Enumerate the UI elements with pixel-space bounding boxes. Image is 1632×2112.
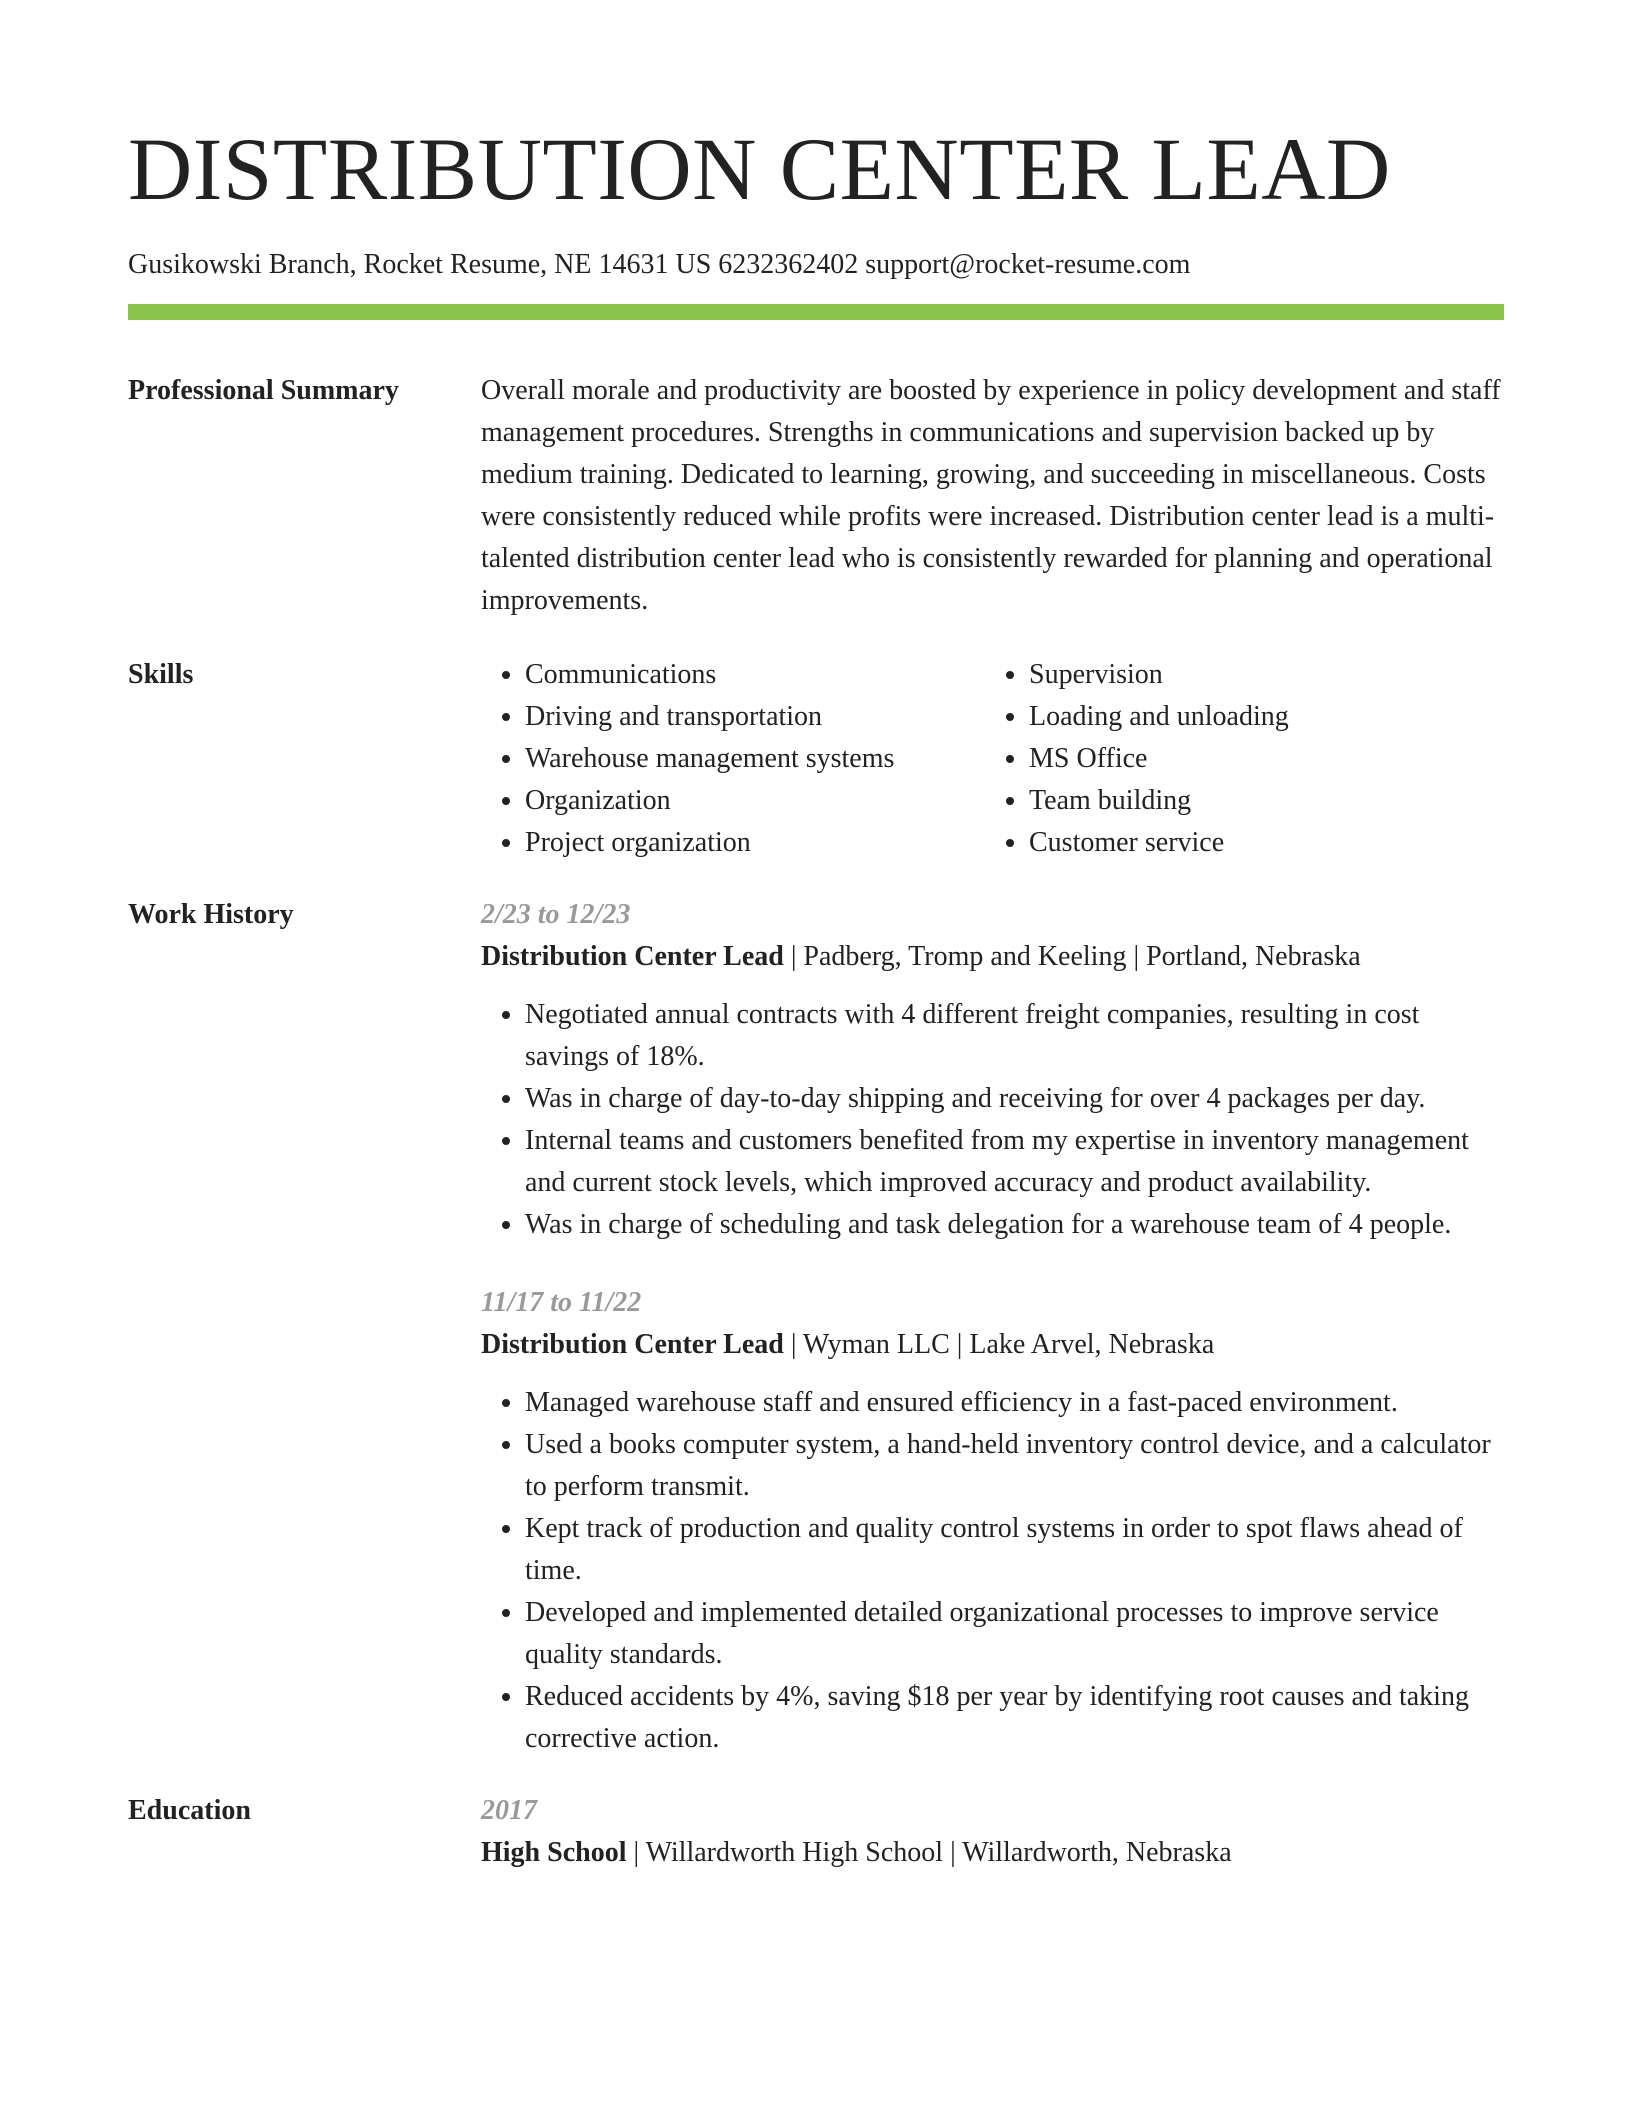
skills-list	[481, 654, 1504, 864]
job-bullet: • Used a books computer system, a hand-held inventory control device, and a calculator to perform transmit.	[525, 1424, 1504, 1508]
skills-column-2	[985, 654, 1289, 864]
job-bullet: • Reduced accidents by 4%, saving $18 per year by identifying root causes and taking corrective action.	[525, 1676, 1504, 1760]
skill-item: • Team building	[1029, 780, 1289, 822]
job-heading	[481, 936, 1504, 978]
summary-section	[128, 370, 1504, 622]
job-details: | Padberg, Tromp and Keeling | Portland, Nebraska	[783, 941, 1361, 972]
job-bullet: • Kept track of production and quality control systems in order to spot flaws ahead of time.	[525, 1508, 1504, 1592]
job-bullet: • Managed warehouse staff and ensured efficiency in a fast-paced environment.	[525, 1382, 1504, 1424]
education-body	[481, 1790, 1504, 1874]
job-heading	[481, 1324, 1504, 1366]
accent-divider	[128, 304, 1504, 320]
job-bullet: • Negotiated annual contracts with 4 different freight companies, resulting in cost savings of 18%.	[525, 994, 1504, 1078]
skill-item: • Loading and unloading	[1029, 696, 1289, 738]
job-bullet: • Developed and implemented detailed organizational processes to improve service quality standards.	[525, 1592, 1504, 1676]
skill-item: • Driving and transportation	[525, 696, 985, 738]
skills-column-1	[481, 654, 985, 864]
job-dates: 2/23 to 12/23	[481, 899, 631, 930]
job-bullets	[481, 994, 1504, 1246]
resume-title: DISTRIBUTION CENTER LEAD	[128, 121, 1391, 219]
job-entry	[481, 1282, 1504, 1760]
education-degree: High School	[481, 1837, 627, 1868]
job-bullet: • Was in charge of day-to-day shipping and receiving for over 4 packages per day.	[525, 1078, 1504, 1120]
education-heading	[481, 1832, 1504, 1874]
work-history-body	[481, 894, 1504, 1760]
skill-item: • Supervision	[1029, 654, 1289, 696]
education-label: Education	[128, 1795, 251, 1826]
skills-label: Skills	[128, 659, 194, 690]
education-section	[128, 1790, 1504, 1874]
skill-item: • Communications	[525, 654, 985, 696]
skill-item: • MS Office	[1029, 738, 1289, 780]
work-history-section	[128, 894, 1504, 1760]
education-details: | Willardworth High School | Willardworth, Nebraska	[626, 1837, 1232, 1868]
job-details: | Wyman LLC | Lake Arvel, Nebraska	[783, 1329, 1215, 1360]
education-year: 2017	[481, 1795, 537, 1826]
work-history-label: Work History	[128, 899, 294, 930]
skill-item: • Customer service	[1029, 822, 1289, 864]
contact-line: Gusikowski Branch, Rocket Resume, NE 14631 US 6232362402 support@rocket-resume.com	[128, 249, 1191, 280]
job-bullets	[481, 1382, 1504, 1760]
job-bullet: • Was in charge of scheduling and task delegation for a warehouse team of 4 people.	[525, 1204, 1504, 1246]
job-bullet: • Internal teams and customers benefited from my expertise in inventory management and current stock levels, which improved accuracy and product availability.	[525, 1120, 1504, 1204]
skill-item: • Warehouse management systems	[525, 738, 985, 780]
summary-text: Overall morale and productivity are boosted by experience in policy development and staff management procedures. Strengths in communications and supervision backed up by medium training. Dedicated to learning, growing, and succeeding in miscellaneous. Costs were consistently reduced while profits were increased. Distribution center lead is a multi-talented distribution center lead who is consistently rewarded for planning and operational improvements.	[481, 375, 1501, 616]
skills-section	[128, 654, 1504, 864]
job-title: Distribution Center Lead	[481, 941, 784, 972]
job-dates: 11/17 to 11/22	[481, 1287, 642, 1318]
job-entry	[481, 894, 1504, 1246]
summary-label: Professional Summary	[128, 375, 399, 406]
skill-item: • Organization	[525, 780, 985, 822]
skill-item: • Project organization	[525, 822, 985, 864]
job-title: Distribution Center Lead	[481, 1329, 784, 1360]
